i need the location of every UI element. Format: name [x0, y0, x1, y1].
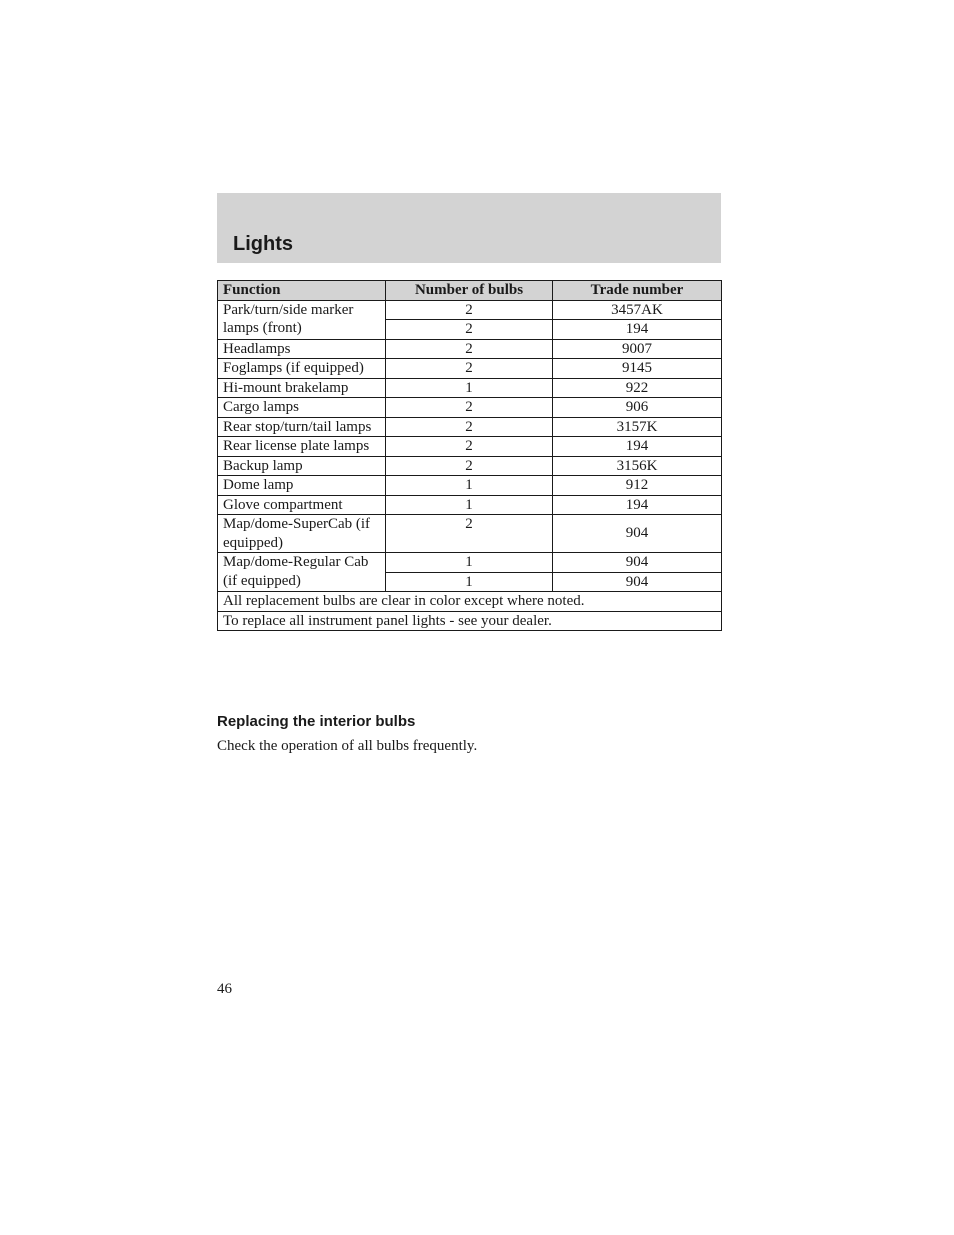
bulbs-cell: 1	[386, 553, 553, 573]
bulbs-cell: 2	[386, 515, 553, 553]
trade-cell: 9145	[553, 359, 722, 379]
trade-cell: 3157K	[553, 417, 722, 437]
table-row	[218, 359, 722, 379]
table-row	[218, 437, 722, 457]
column-header-function: Function	[218, 281, 386, 301]
table-row	[218, 417, 722, 437]
bulbs-cell: 2	[386, 456, 553, 476]
header-band	[217, 193, 721, 263]
table-row	[218, 339, 722, 359]
table-row	[218, 476, 722, 496]
table-row	[218, 398, 722, 418]
function-cell: Rear license plate lamps	[218, 437, 386, 457]
trade-cell: 194	[553, 495, 722, 515]
trade-cell: 3156K	[553, 456, 722, 476]
table-row	[218, 515, 722, 553]
table-note-row	[218, 611, 722, 631]
trade-cell: 194	[553, 320, 722, 340]
column-header-trade: Trade number	[553, 281, 722, 301]
table-row	[218, 495, 722, 515]
function-cell: Hi-mount brakelamp	[218, 378, 386, 398]
bulbs-cell: 2	[386, 339, 553, 359]
table-row	[218, 456, 722, 476]
section-heading: Replacing the interior bulbs	[217, 713, 416, 730]
bulbs-cell: 2	[386, 398, 553, 418]
trade-cell: 9007	[553, 339, 722, 359]
note-cell: All replacement bulbs are clear in color except where noted.	[218, 592, 722, 612]
bulbs-cell: 2	[386, 300, 553, 320]
bulbs-cell: 1	[386, 495, 553, 515]
function-cell: Glove compartment	[218, 495, 386, 515]
trade-cell: 922	[553, 378, 722, 398]
page-title: Lights	[233, 233, 293, 255]
table-header-row	[218, 281, 722, 301]
function-cell: Park/turn/side marker lamps (front)	[218, 300, 386, 339]
trade-cell: 906	[553, 398, 722, 418]
trade-cell: 194	[553, 437, 722, 457]
bulbs-cell: 1	[386, 378, 553, 398]
column-header-bulbs: Number of bulbs	[386, 281, 553, 301]
function-cell: Backup lamp	[218, 456, 386, 476]
table-note-row	[218, 592, 722, 612]
page-number: 46	[217, 981, 232, 997]
trade-cell: 3457AK	[553, 300, 722, 320]
function-cell: Dome lamp	[218, 476, 386, 496]
bulbs-cell: 1	[386, 572, 553, 592]
function-cell: Map/dome-Regular Cab (if equipped)	[218, 553, 386, 592]
bulbs-cell: 2	[386, 417, 553, 437]
function-cell: Headlamps	[218, 339, 386, 359]
table-row	[218, 553, 722, 573]
bulbs-cell: 1	[386, 476, 553, 496]
bulbs-cell: 2	[386, 320, 553, 340]
bulbs-cell: 2	[386, 359, 553, 379]
function-cell: Rear stop/turn/tail lamps	[218, 417, 386, 437]
function-cell: Foglamps (if equipped)	[218, 359, 386, 379]
trade-cell: 912	[553, 476, 722, 496]
bulbs-cell: 2	[386, 437, 553, 457]
table-row	[218, 300, 722, 320]
trade-cell: 904	[553, 515, 722, 553]
table-row	[218, 378, 722, 398]
bulb-table	[217, 280, 722, 631]
body-text: Check the operation of all bulbs frequently.	[217, 738, 478, 754]
trade-cell: 904	[553, 553, 722, 573]
function-cell: Map/dome-SuperCab (if equipped)	[218, 515, 386, 553]
note-cell: To replace all instrument panel lights - see your dealer.	[218, 611, 722, 631]
trade-cell: 904	[553, 572, 722, 592]
function-cell: Cargo lamps	[218, 398, 386, 418]
